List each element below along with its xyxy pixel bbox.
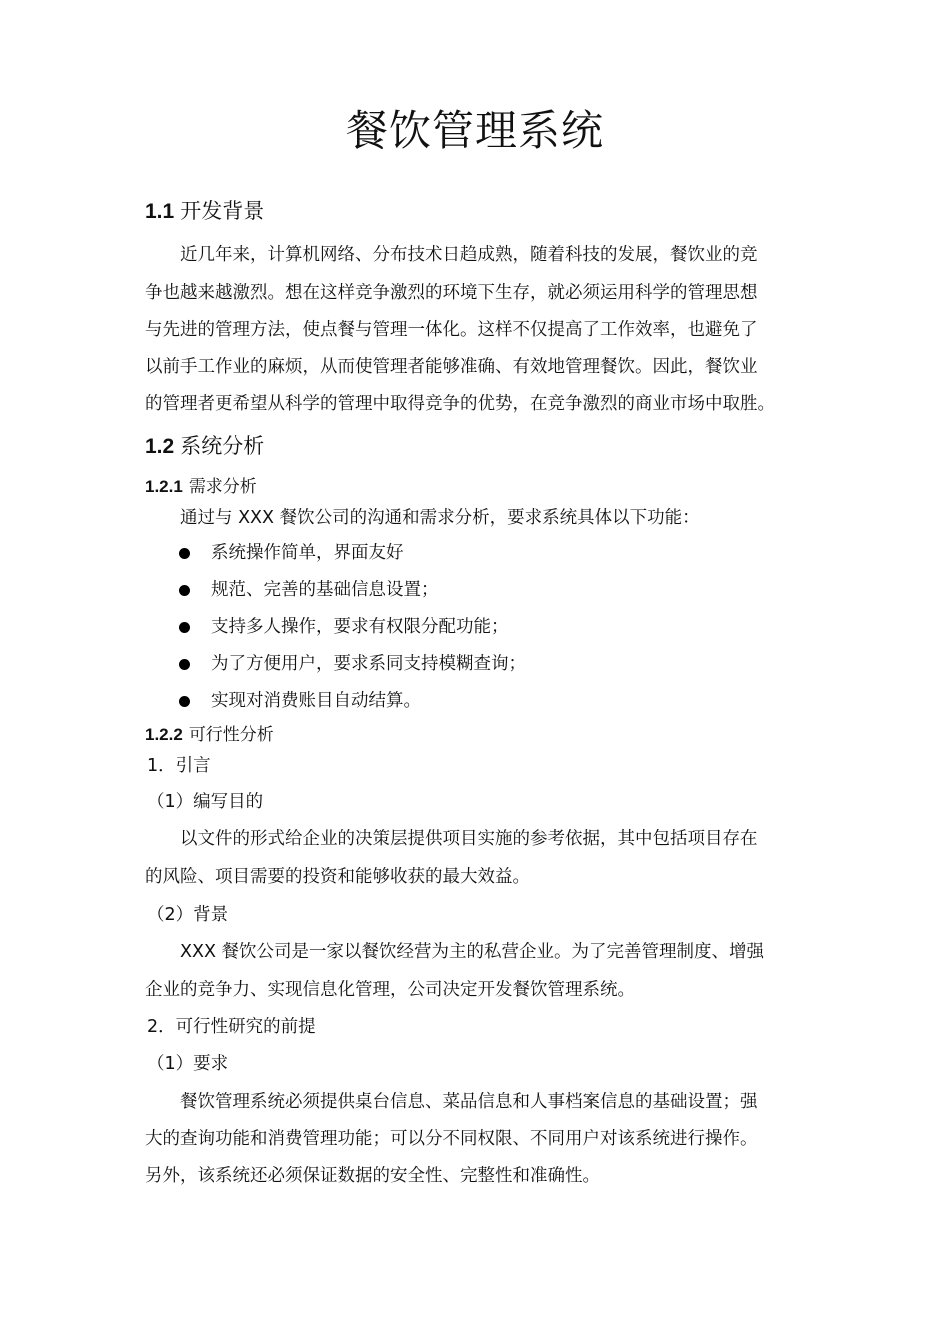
bullet-dot-icon [179, 659, 190, 670]
subsection-heading-1-2-2 [145, 726, 274, 744]
section-heading-1-2 [145, 436, 264, 457]
section-title: 系统分析 [180, 434, 265, 458]
bullet-dot-icon [179, 622, 190, 633]
paragraph-line: 另外，该系统还必须保证数据的安全性、完整性和准确性。 [145, 1166, 600, 1186]
numbered-label: （2）背景 [147, 905, 229, 925]
document-title: 餐饮管理系统 [345, 106, 604, 155]
subsection-title: 可行性分析 [188, 725, 274, 745]
section-number: 1.1 [145, 200, 175, 223]
bullet-dot-icon [179, 696, 190, 707]
paragraph-line: 与先进的管理方法，使点餐与管理一体化。这样不仅提高了工作效率，也避免了 [145, 320, 758, 340]
bullet-dot-icon [179, 585, 190, 596]
paragraph-line: 以文件的形式给企业的决策层提供项目实施的参考依据，其中包括项目存在 [180, 829, 758, 849]
paragraph-line: 企业的竞争力、实现信息化管理，公司决定开发餐饮管理系统。 [145, 980, 635, 1000]
paragraph-line: 争也越来越激烈。想在这样竞争激烈的环境下生存，就必须运用科学的管理思想 [145, 283, 758, 303]
numbered-label: （1）要求 [147, 1054, 229, 1074]
paragraph-line: 的风险、项目需要的投资和能够收获的最大效益。 [145, 867, 530, 887]
paragraph-line: 以前手工作业的麻烦，从而使管理者能够准确、有效地管理餐饮。因此，餐饮业 [145, 357, 758, 377]
paragraph-line: 餐饮管理系统必须提供桌台信息、菜品信息和人事档案信息的基础设置；强 [180, 1092, 758, 1112]
numbered-label: 2．可行性研究的前提 [147, 1017, 316, 1037]
bullet-item: 支持多人操作，要求有权限分配功能； [211, 617, 509, 637]
bullet-item: 为了方便用户，要求系同支持模糊查询； [211, 654, 526, 674]
bullet-item: 规范、完善的基础信息设置； [211, 580, 439, 600]
subsection-number: 1.2.1 [145, 477, 183, 496]
subsection-heading-1-2-1 [145, 478, 257, 496]
paragraph-line: 近几年来，计算机网络、分布技术日趋成熟，随着科技的发展，餐饮业的竞 [180, 245, 758, 265]
paragraph-line: 通过与 XXX 餐饮公司的沟通和需求分析，要求系统具体以下功能： [180, 508, 700, 528]
section-title: 开发背景 [180, 199, 265, 223]
section-heading-1-1 [145, 201, 264, 222]
subsection-number: 1.2.2 [145, 725, 183, 744]
section-number: 1.2 [145, 435, 175, 458]
numbered-label: 1．引言 [147, 756, 211, 776]
bullet-dot-icon [179, 548, 190, 559]
paragraph-line: 的管理者更希望从科学的管理中取得竞争的优势，在竞争激烈的商业市场中取胜。 [145, 394, 775, 414]
paragraph-line: 大的查询功能和消费管理功能；可以分不同权限、不同用户对该系统进行操作。 [145, 1129, 758, 1149]
numbered-label: （1）编写目的 [147, 792, 264, 812]
paragraph-line: XXX 餐饮公司是一家以餐饮经营为主的私营企业。为了完善管理制度、增强 [180, 942, 765, 962]
bullet-item: 系统操作简单，界面友好 [211, 543, 404, 563]
subsection-title: 需求分析 [188, 477, 257, 497]
bullet-item: 实现对消费账目自动结算。 [211, 691, 421, 711]
